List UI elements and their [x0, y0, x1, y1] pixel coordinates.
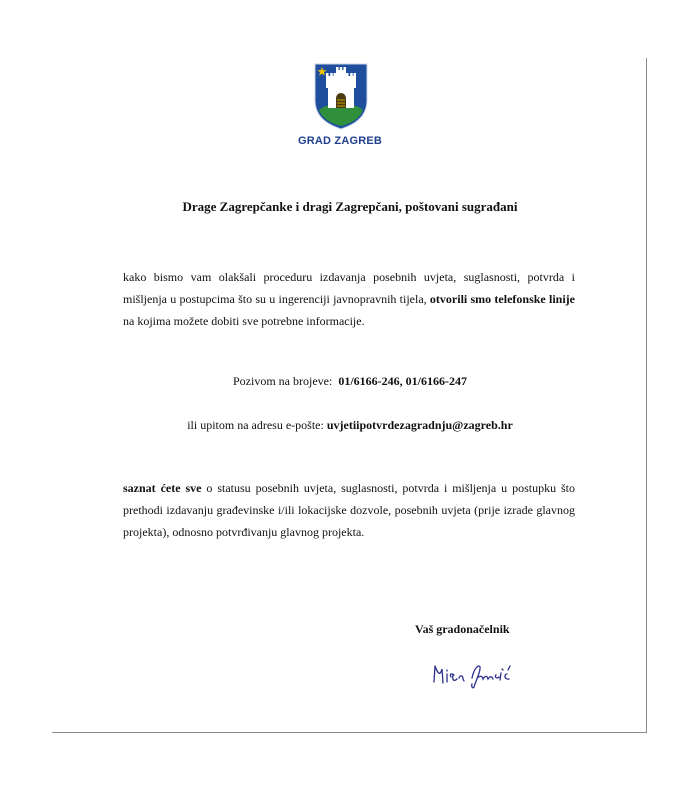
- email-address: uvjetiipotvrdezagradnju@zagreb.hr: [326, 418, 513, 432]
- zagreb-coat-of-arms-icon: [313, 62, 369, 130]
- intro-bold-phrase: otvorili smo telefonske linije: [429, 292, 576, 306]
- greeting-heading: Drage Zagrepčanke i dragi Zagrepčani, poštovani sugrađani: [182, 199, 518, 214]
- phone-label: Pozivom na brojeve:: [233, 374, 333, 388]
- status-paragraph: [123, 477, 575, 543]
- intro-paragraph: [123, 266, 575, 332]
- phone-numbers: 01/6166-246, 01/6166-247: [338, 374, 467, 388]
- page-edge-bottom: [52, 732, 647, 733]
- status-bold-phrase: saznat ćete sve: [123, 481, 202, 495]
- handwritten-signature: [430, 660, 520, 690]
- intro-text-end: na kojima možete dobiti sve potrebne informacije.: [123, 314, 365, 328]
- intro-text-start: kako bismo vam olakšali proceduru izdavanja posebnih uvjeta, suglasnosti, potvrda i mišljenja u postupcima što su u ingerenciji javnopravnih tijela,: [123, 270, 575, 306]
- page-edge-right: [646, 58, 647, 733]
- status-text: o statusu posebnih uvjeta, suglasnosti, potvrda i mišljenja u postupku što prethodi izdavanju građevinske i/ili lokacijske dozvole, posebnih uvjeta (prije izrade glavnog projekta), odnosno potvrđivanju glavnog projekta.: [123, 481, 576, 539]
- email-line: [120, 418, 580, 433]
- crest-label: GRAD ZAGREB: [297, 135, 383, 147]
- email-label: ili upitom na adresu e-pošte:: [187, 418, 324, 432]
- signature-title: Vaš gradonačelnik: [415, 622, 510, 636]
- phone-line: [120, 374, 580, 389]
